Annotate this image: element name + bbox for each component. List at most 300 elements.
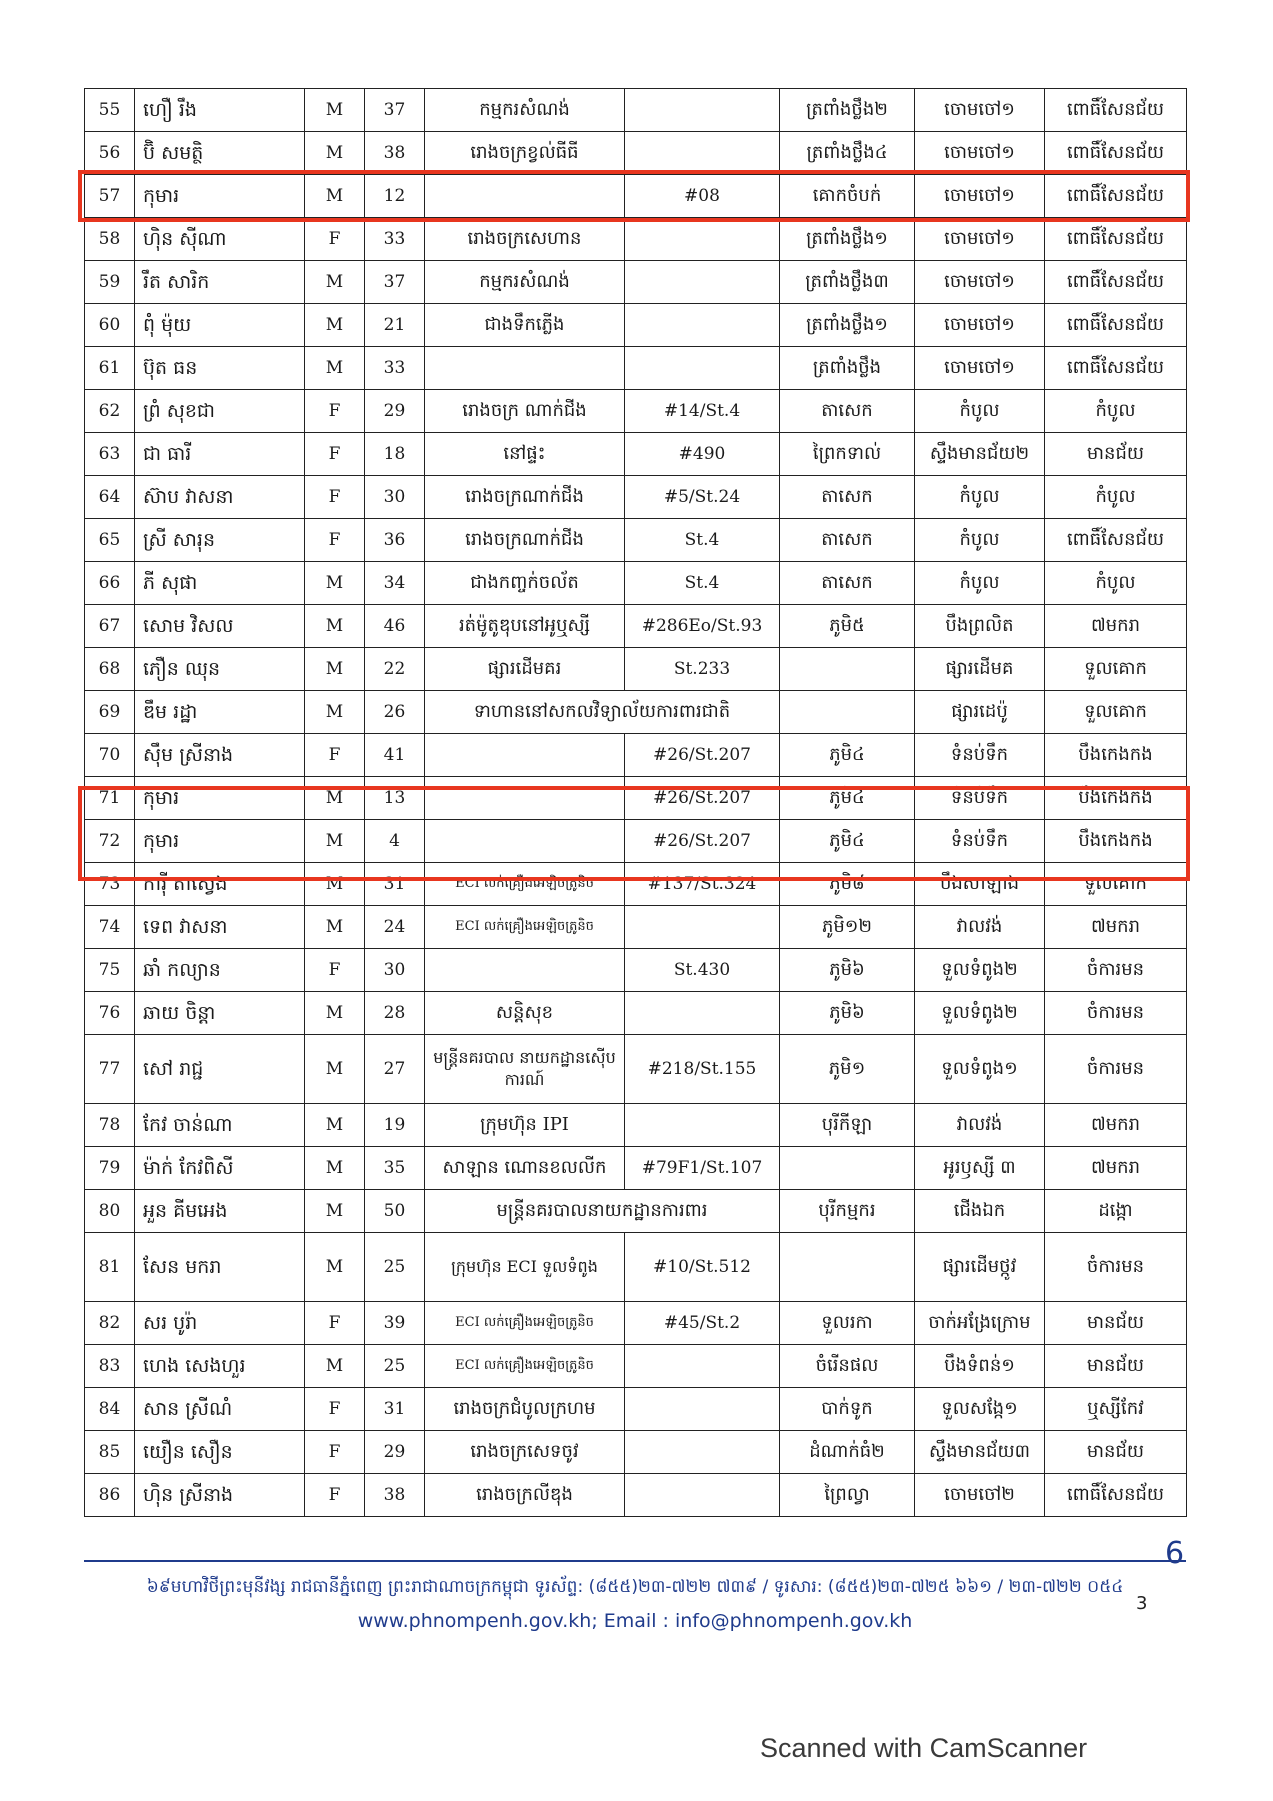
house-street-cell <box>625 1431 780 1474</box>
name-cell: សែន មករា <box>135 1233 305 1302</box>
village-cell: ចំរើនផល <box>780 1345 915 1388</box>
occupation-cell: រោងចក្រណាក់ជីង <box>425 476 625 519</box>
row-number-cell: 82 <box>85 1302 135 1345</box>
house-street-cell: St.4 <box>625 562 780 605</box>
row-number-cell: 70 <box>85 734 135 777</box>
name-cell: កុមារ <box>135 820 305 863</box>
house-street-cell: St.233 <box>625 648 780 691</box>
district-cell: ចំការមន <box>1045 949 1187 992</box>
district-cell: ឬស្សីកែវ <box>1045 1388 1187 1431</box>
table-row <box>85 476 1187 519</box>
row-number-cell: 67 <box>85 605 135 648</box>
row-number-cell: 76 <box>85 992 135 1035</box>
name-cell: យឿន សឿន <box>135 1431 305 1474</box>
sex-cell: M <box>305 691 365 734</box>
sex-cell: M <box>305 906 365 949</box>
sex-cell: F <box>305 1474 365 1517</box>
village-cell: បាក់ទូក <box>780 1388 915 1431</box>
table-row <box>85 304 1187 347</box>
village-cell: ភូមិ៤ <box>780 734 915 777</box>
row-number-cell: 62 <box>85 390 135 433</box>
occupation-cell: រោងចក្រជំបូលក្រហម <box>425 1388 625 1431</box>
occupation-cell <box>425 734 625 777</box>
table-row <box>85 1302 1187 1345</box>
row-number-cell: 65 <box>85 519 135 562</box>
row-number-cell: 74 <box>85 906 135 949</box>
table-row <box>85 1233 1187 1302</box>
commune-cell: កំបូល <box>915 519 1045 562</box>
table-row <box>85 89 1187 132</box>
house-street-cell: #5/St.24 <box>625 476 780 519</box>
name-cell: កុមារ <box>135 777 305 820</box>
house-street-cell <box>625 906 780 949</box>
occupation-cell: ECI លក់គ្រឿងអេឡិចត្រូនិច <box>425 1302 625 1345</box>
name-cell: ឆាំ កល្យាន <box>135 949 305 992</box>
sex-cell: F <box>305 1431 365 1474</box>
name-cell: សោម វិសល <box>135 605 305 648</box>
district-cell: ពោធិ៍សែនជ័យ <box>1045 132 1187 175</box>
age-cell: 37 <box>365 261 425 304</box>
house-street-cell: #26/St.207 <box>625 777 780 820</box>
district-cell: បឹងកេងកង <box>1045 820 1187 863</box>
row-number-cell: 68 <box>85 648 135 691</box>
commune-cell: ចោមចៅ១ <box>915 89 1045 132</box>
row-number-cell: 57 <box>85 175 135 218</box>
age-cell: 18 <box>365 433 425 476</box>
name-cell: ការ៉ី តាស្វេង <box>135 863 305 906</box>
occupation-cell: រោងចក្រលីឌុង <box>425 1474 625 1517</box>
occupation-cell: កម្មករសំណង់ <box>425 89 625 132</box>
row-number-cell: 69 <box>85 691 135 734</box>
age-cell: 31 <box>365 1388 425 1431</box>
name-cell: ភី សុផា <box>135 562 305 605</box>
name-cell: ហ៊ិន ស៊ីណា <box>135 218 305 261</box>
district-cell: ពោធិ៍សែនជ័យ <box>1045 347 1187 390</box>
occupation-cell <box>425 820 625 863</box>
commune-cell: វាលវង់ <box>915 906 1045 949</box>
table-row <box>85 347 1187 390</box>
occupation-cell: ECI លក់គ្រឿងអេឡិចត្រូនិច <box>425 906 625 949</box>
commune-cell: ទំនប់ទឹក <box>915 777 1045 820</box>
age-cell: 33 <box>365 218 425 261</box>
age-cell: 19 <box>365 1104 425 1147</box>
age-cell: 39 <box>365 1302 425 1345</box>
sex-cell: M <box>305 605 365 648</box>
district-cell: ចំការមន <box>1045 1035 1187 1104</box>
name-cell: ម៉ាក់ កែវពិសី <box>135 1147 305 1190</box>
occupation-cell <box>425 949 625 992</box>
age-cell: 38 <box>365 1474 425 1517</box>
table-row <box>85 1104 1187 1147</box>
occupation-cell <box>425 175 625 218</box>
village-cell: ភូមិ១២ <box>780 906 915 949</box>
occupation-cell: រត់ម៉ូតូឌុបនៅអូឬស្សី <box>425 605 625 648</box>
age-cell: 21 <box>365 304 425 347</box>
house-street-cell: #26/St.207 <box>625 734 780 777</box>
occupation-cell: ក្រុមហ៊ុន IPI <box>425 1104 625 1147</box>
village-cell: ត្រពាំងថ្លឹង១ <box>780 218 915 261</box>
commune-cell: កំបូល <box>915 562 1045 605</box>
table-row <box>85 261 1187 304</box>
sex-cell: M <box>305 1104 365 1147</box>
district-cell: ពោធិ៍សែនជ័យ <box>1045 304 1187 347</box>
district-cell: ៧មករា <box>1045 605 1187 648</box>
sex-cell: F <box>305 734 365 777</box>
house-street-cell: St.4 <box>625 519 780 562</box>
name-cell: ឆាយ ចិន្តា <box>135 992 305 1035</box>
district-cell: មានជ័យ <box>1045 1345 1187 1388</box>
village-cell: ភូមិ៤ <box>780 777 915 820</box>
handwritten-mark: 6 <box>1165 1536 1185 1571</box>
village-cell <box>780 1233 915 1302</box>
district-cell: ទួលគោក <box>1045 648 1187 691</box>
village-cell <box>780 648 915 691</box>
name-cell: ទេព វាសនា <box>135 906 305 949</box>
age-cell: 13 <box>365 777 425 820</box>
age-cell: 22 <box>365 648 425 691</box>
row-number-cell: 80 <box>85 1190 135 1233</box>
village-cell: គោកចំបក់ <box>780 175 915 218</box>
row-number-cell: 73 <box>85 863 135 906</box>
row-number-cell: 75 <box>85 949 135 992</box>
name-cell: ពុំ ម៉ុយ <box>135 304 305 347</box>
sex-cell: F <box>305 1302 365 1345</box>
district-cell: បឹងកេងកង <box>1045 777 1187 820</box>
district-cell: ចំការមន <box>1045 1233 1187 1302</box>
age-cell: 29 <box>365 390 425 433</box>
commune-cell: ចោមចៅ១ <box>915 261 1045 304</box>
house-street-cell <box>625 1388 780 1431</box>
occupation-cell: រោងចក្រណាក់ជីង <box>425 519 625 562</box>
district-cell: ពោធិ៍សែនជ័យ <box>1045 519 1187 562</box>
name-cell: កែវ ចាន់ណា <box>135 1104 305 1147</box>
sex-cell: M <box>305 562 365 605</box>
row-number-cell: 77 <box>85 1035 135 1104</box>
table-row <box>85 1035 1187 1104</box>
name-cell: សៅ រាជ្ជ <box>135 1035 305 1104</box>
house-street-cell: #08 <box>625 175 780 218</box>
age-cell: 35 <box>365 1147 425 1190</box>
district-cell: មានជ័យ <box>1045 1431 1187 1474</box>
occupation-cell <box>425 777 625 820</box>
village-cell: ភូមិ៥ <box>780 605 915 648</box>
table-row <box>85 734 1187 777</box>
table-row <box>85 777 1187 820</box>
sex-cell: M <box>305 1345 365 1388</box>
commune-cell: ទំនប់ទឹក <box>915 820 1045 863</box>
sex-cell: M <box>305 347 365 390</box>
village-cell: ត្រពាំងថ្លឹង <box>780 347 915 390</box>
name-cell: ភឿន ឈុន <box>135 648 305 691</box>
row-number-cell: 58 <box>85 218 135 261</box>
sex-cell: M <box>305 261 365 304</box>
age-cell: 25 <box>365 1233 425 1302</box>
occupation-cell: មន្ត្រីនគរបាលនាយកដ្ឋានការពារ <box>425 1190 780 1233</box>
commune-cell: កំបូល <box>915 390 1045 433</box>
occupation-cell <box>425 347 625 390</box>
village-cell: ត្រពាំងថ្លឹង៤ <box>780 132 915 175</box>
table-row <box>85 519 1187 562</box>
district-cell: ៧មករា <box>1045 1104 1187 1147</box>
table-row <box>85 132 1187 175</box>
name-cell: ហ៊ិន ស្រីនាង <box>135 1474 305 1517</box>
district-cell: ពោធិ៍សែនជ័យ <box>1045 89 1187 132</box>
row-number-cell: 64 <box>85 476 135 519</box>
table-row <box>85 863 1187 906</box>
row-number-cell: 83 <box>85 1345 135 1388</box>
village-cell: ត្រពាំងថ្លឹង២ <box>780 89 915 132</box>
table-row <box>85 1345 1187 1388</box>
district-cell: កំបូល <box>1045 390 1187 433</box>
table-row <box>85 820 1187 863</box>
age-cell: 30 <box>365 476 425 519</box>
table-row <box>85 949 1187 992</box>
occupation-cell: រោងចក្រខ្វល់ធីធី <box>425 132 625 175</box>
occupation-cell: ជាងកញ្ចក់ចល័ត <box>425 562 625 605</box>
village-cell: ព្រៃល្វា <box>780 1474 915 1517</box>
occupation-cell: សន្តិសុខ <box>425 992 625 1035</box>
commune-cell: ផ្សារដើមគ <box>915 648 1045 691</box>
commune-cell: ផ្សារដេប៉ូ <box>915 691 1045 734</box>
village-cell: ភូមិ១ <box>780 1035 915 1104</box>
district-cell: ពោធិ៍សែនជ័យ <box>1045 261 1187 304</box>
house-street-cell: #286Eo/St.93 <box>625 605 780 648</box>
village-cell: បុរីកីឡា <box>780 1104 915 1147</box>
table-row <box>85 605 1187 648</box>
row-number-cell: 72 <box>85 820 135 863</box>
occupation-cell: កម្មករសំណង់ <box>425 261 625 304</box>
age-cell: 25 <box>365 1345 425 1388</box>
district-cell: ទួលគោក <box>1045 691 1187 734</box>
commune-cell: អូរឫស្សី ៣ <box>915 1147 1045 1190</box>
table-row <box>85 390 1187 433</box>
sex-cell: M <box>305 1190 365 1233</box>
house-street-cell <box>625 261 780 304</box>
sex-cell: M <box>305 992 365 1035</box>
commune-cell: ទួលទំពូង២ <box>915 949 1045 992</box>
village-cell: ដំណាក់ធំ២ <box>780 1431 915 1474</box>
table-body <box>85 89 1187 1517</box>
commune-cell: ស្ទឹងមានជ័យ២ <box>915 433 1045 476</box>
sex-cell: F <box>305 1388 365 1431</box>
occupation-cell: ផ្សារដើមគរ <box>425 648 625 691</box>
occupation-cell: ECI លក់គ្រឿងអេឡិចត្រូនិច <box>425 863 625 906</box>
name-cell: ស្រី សារុន <box>135 519 305 562</box>
house-street-cell <box>625 132 780 175</box>
sex-cell: M <box>305 1147 365 1190</box>
sex-cell: M <box>305 1035 365 1104</box>
camscanner-watermark: Scanned with CamScanner <box>760 1733 1088 1763</box>
table-row <box>85 433 1187 476</box>
table-row <box>85 1474 1187 1517</box>
table-row <box>85 906 1187 949</box>
age-cell: 34 <box>365 562 425 605</box>
row-number-cell: 79 <box>85 1147 135 1190</box>
table-row <box>85 1431 1187 1474</box>
footer-divider <box>84 1560 1186 1562</box>
occupation-cell: ទាហាននៅសកលវិទ្យាល័យការពារជាតិ <box>425 691 780 734</box>
house-street-cell <box>625 89 780 132</box>
village-cell <box>780 1147 915 1190</box>
commune-cell: បឹងសាឡាង <box>915 863 1045 906</box>
name-cell: ស៊ាប វាសនា <box>135 476 305 519</box>
house-street-cell: #137/St.324 <box>625 863 780 906</box>
occupation-cell: រោងចក្រសេហាន <box>425 218 625 261</box>
village-cell: តាសេក <box>780 519 915 562</box>
commune-cell: ចោមចៅ២ <box>915 1474 1045 1517</box>
age-cell: 41 <box>365 734 425 777</box>
occupation-cell: រោងចក្រ ណាក់ជីង <box>425 390 625 433</box>
row-number-cell: 56 <box>85 132 135 175</box>
district-cell: មានជ័យ <box>1045 1302 1187 1345</box>
name-cell: ព្រំ សុខជា <box>135 390 305 433</box>
house-street-cell: #79F1/St.107 <box>625 1147 780 1190</box>
district-cell: ៧មករា <box>1045 906 1187 949</box>
commune-cell: ចាក់អង្រែក្រោម <box>915 1302 1045 1345</box>
commune-cell: ចោមចៅ១ <box>915 218 1045 261</box>
person-list-table <box>84 88 1187 1517</box>
page-number: 3 <box>1136 1593 1148 1614</box>
sex-cell: F <box>305 476 365 519</box>
sex-cell: M <box>305 89 365 132</box>
village-cell: តាសេក <box>780 476 915 519</box>
sex-cell: M <box>305 304 365 347</box>
house-street-cell: #14/St.4 <box>625 390 780 433</box>
row-number-cell: 86 <box>85 1474 135 1517</box>
district-cell: ពោធិ៍សែនជ័យ <box>1045 175 1187 218</box>
footer-contact: www.phnompenh.gov.kh; Email : info@phnompenh.gov.kh <box>357 1610 913 1632</box>
name-cell: ឌឹម រដ្ឋា <box>135 691 305 734</box>
occupation-cell: ក្រុមហ៊ុន ECI ទួលទំពូង <box>425 1233 625 1302</box>
commune-cell: ទំនប់ទឹក <box>915 734 1045 777</box>
age-cell: 24 <box>365 906 425 949</box>
table-row <box>85 175 1187 218</box>
village-cell: ត្រពាំងថ្លឹង១ <box>780 304 915 347</box>
house-street-cell: #26/St.207 <box>625 820 780 863</box>
district-cell: ដង្កោ <box>1045 1190 1187 1233</box>
commune-cell: ជើងឯក <box>915 1190 1045 1233</box>
sex-cell: M <box>305 175 365 218</box>
row-number-cell: 55 <box>85 89 135 132</box>
age-cell: 4 <box>365 820 425 863</box>
row-number-cell: 61 <box>85 347 135 390</box>
row-number-cell: 71 <box>85 777 135 820</box>
village-cell: ភូមិ៦ <box>780 949 915 992</box>
sex-cell: M <box>305 648 365 691</box>
village-cell: ភូមិ៦ <box>780 992 915 1035</box>
table-row <box>85 1388 1187 1431</box>
commune-cell: ស្ទឹងមានជ័យ៣ <box>915 1431 1045 1474</box>
row-number-cell: 59 <box>85 261 135 304</box>
district-cell: ចំការមន <box>1045 992 1187 1035</box>
name-cell: ហឿ រឹង <box>135 89 305 132</box>
sex-cell: M <box>305 863 365 906</box>
district-cell: មានជ័យ <box>1045 433 1187 476</box>
occupation-cell: រោងចក្រសេទចូវ <box>425 1431 625 1474</box>
row-number-cell: 66 <box>85 562 135 605</box>
house-street-cell <box>625 1345 780 1388</box>
village-cell: ព្រៃកទាល់ <box>780 433 915 476</box>
table-row <box>85 562 1187 605</box>
table-row <box>85 992 1187 1035</box>
district-cell: កំបូល <box>1045 476 1187 519</box>
name-cell: ប៊ិ សមត្ថិ <box>135 132 305 175</box>
house-street-cell <box>625 992 780 1035</box>
age-cell: 12 <box>365 175 425 218</box>
house-street-cell <box>625 1474 780 1517</box>
village-cell: ត្រពាំងថ្លឹង៣ <box>780 261 915 304</box>
sex-cell: F <box>305 433 365 476</box>
table-row <box>85 648 1187 691</box>
village-cell: ភូមិ៤ <box>780 820 915 863</box>
commune-cell: បឹងទំពន់១ <box>915 1345 1045 1388</box>
commune-cell: ចោមចៅ១ <box>915 347 1045 390</box>
commune-cell: ទួលទំពូង១ <box>915 1035 1045 1104</box>
age-cell: 26 <box>365 691 425 734</box>
house-street-cell: #45/St.2 <box>625 1302 780 1345</box>
name-cell: សាន ស្រីណំ <box>135 1388 305 1431</box>
row-number-cell: 85 <box>85 1431 135 1474</box>
sex-cell: F <box>305 390 365 433</box>
district-cell: ពោធិ៍សែនជ័យ <box>1045 1474 1187 1517</box>
age-cell: 31 <box>365 863 425 906</box>
occupation-cell: មន្ត្រីនគរបាល នាយកដ្ឋានស៊ើបការណ៍ <box>425 1035 625 1104</box>
row-number-cell: 81 <box>85 1233 135 1302</box>
house-street-cell <box>625 218 780 261</box>
sex-cell: F <box>305 949 365 992</box>
age-cell: 36 <box>365 519 425 562</box>
commune-cell: បឹងព្រលិត <box>915 605 1045 648</box>
sex-cell: M <box>305 1233 365 1302</box>
sex-cell: M <box>305 777 365 820</box>
row-number-cell: 60 <box>85 304 135 347</box>
commune-cell: ទួលសង្កែ១ <box>915 1388 1045 1431</box>
district-cell: កំបូល <box>1045 562 1187 605</box>
village-cell: តាសេក <box>780 562 915 605</box>
age-cell: 33 <box>365 347 425 390</box>
village-cell <box>780 691 915 734</box>
table-row <box>85 218 1187 261</box>
name-cell: ប៊ុត ធន <box>135 347 305 390</box>
village-cell: តាសេក <box>780 390 915 433</box>
house-street-cell <box>625 347 780 390</box>
commune-cell: ចោមចៅ១ <box>915 304 1045 347</box>
commune-cell: ផ្សារដើមថ្កូវ <box>915 1233 1045 1302</box>
age-cell: 30 <box>365 949 425 992</box>
table-row <box>85 1190 1187 1233</box>
age-cell: 28 <box>365 992 425 1035</box>
occupation-cell: ជាងទឹកភ្លើង <box>425 304 625 347</box>
name-cell: កុមារ <box>135 175 305 218</box>
house-street-cell: #490 <box>625 433 780 476</box>
occupation-cell: ECI លក់គ្រឿងអេឡិចត្រូនិច <box>425 1345 625 1388</box>
age-cell: 46 <box>365 605 425 648</box>
commune-cell: កំបូល <box>915 476 1045 519</box>
sex-cell: F <box>305 218 365 261</box>
occupation-cell: នៅផ្ទះ <box>425 433 625 476</box>
commune-cell: ចោមចៅ១ <box>915 175 1045 218</box>
row-number-cell: 63 <box>85 433 135 476</box>
district-cell: ៧មករា <box>1045 1147 1187 1190</box>
name-cell: ស៊ឹម ស្រីនាង <box>135 734 305 777</box>
name-cell: រឹត សារិក <box>135 261 305 304</box>
name-cell: ហេង សេងហួរ <box>135 1345 305 1388</box>
village-cell: ភូមិ៨ <box>780 863 915 906</box>
house-street-cell: St.430 <box>625 949 780 992</box>
row-number-cell: 84 <box>85 1388 135 1431</box>
name-cell: អួន គីមអេង <box>135 1190 305 1233</box>
house-street-cell: #218/St.155 <box>625 1035 780 1104</box>
